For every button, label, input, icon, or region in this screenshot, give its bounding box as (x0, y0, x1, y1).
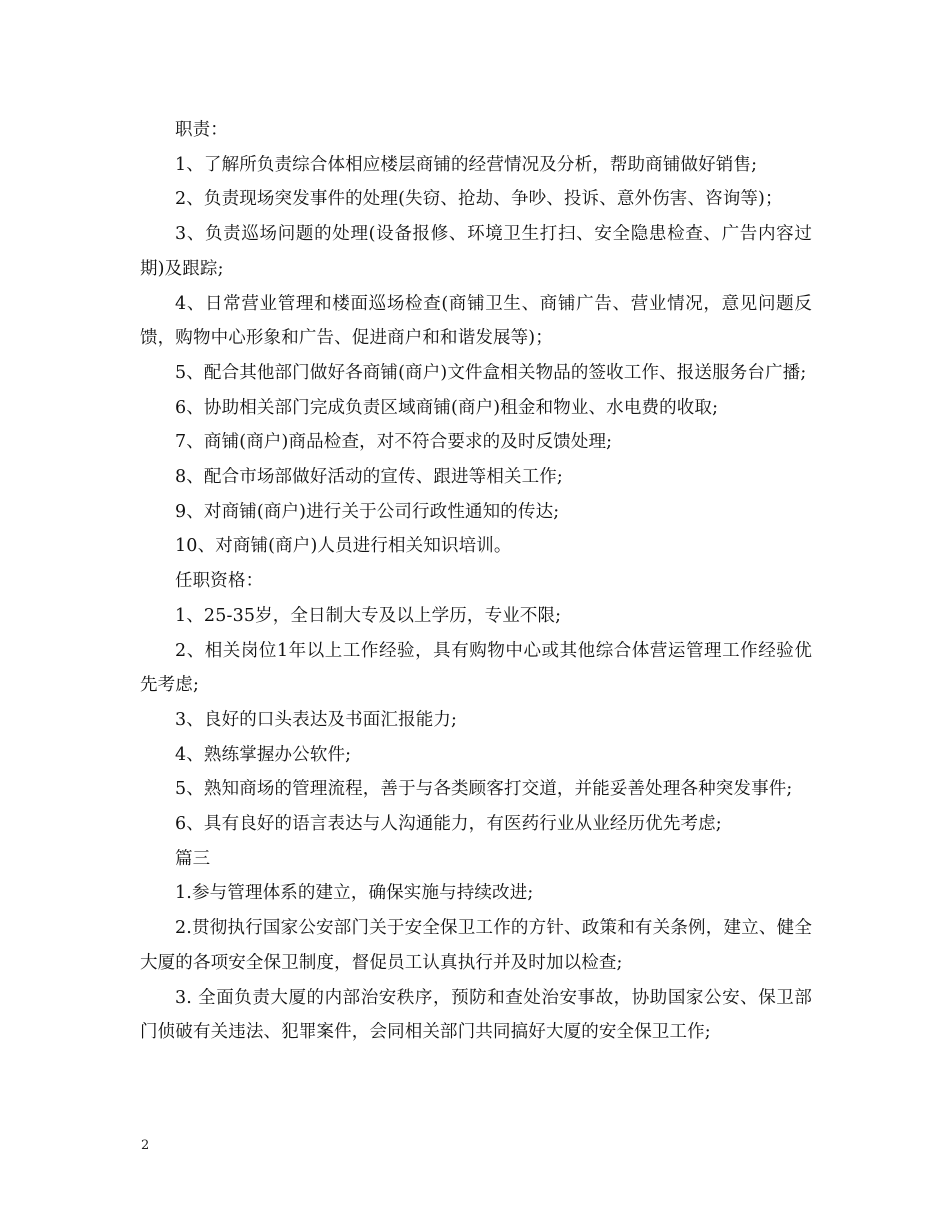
document-body (140, 113, 812, 1050)
duty-item-1: 1、了解所负责综合体相应楼层商铺的经营情况及分析，帮助商铺做好销售; (175, 154, 758, 175)
duty-item-4: 4、日常营业管理和楼面巡场检查(商铺卫生、商铺广告、营业情况，意见问题反馈，购物中心形象和广告、促进商户和和谐发展等)； (140, 293, 812, 349)
part-three-item-1: 1.参与管理体系的建立，确保实施与持续改进; (175, 883, 534, 904)
duty-item-5: 5、配合其他部门做好各商铺(商户)文件盒相关物品的签收工作、报送服务台广播; (175, 362, 807, 383)
duty-item-3: 3、负责巡场问题的处理(设备报修、环境卫生打扫、安全隐患检查、广告内容过期)及跟踪; (140, 224, 812, 279)
section-heading-qualifications: 任职资格： (175, 571, 264, 592)
part-three-item-2: 2.贯彻执行国家公安部门关于安全保卫工作的方针、政策和有关条例，建立、健全大厦的各项安全保卫制度，督促员工认真执行并及时加以检查; (140, 918, 812, 973)
duty-item-7: 7、商铺(商户)商品检查，对不符合要求的及时反馈处理; (175, 432, 613, 453)
qualification-item-3: 3、良好的口头表达及书面汇报能力; (175, 709, 458, 730)
page-number: 2 (141, 1138, 150, 1153)
duty-item-10: 10、对商铺(商户)人员进行相关知识培训。 (175, 536, 512, 557)
duty-item-9: 9、对商铺(商户)进行关于公司行政性通知的传达; (175, 501, 560, 522)
part-three-item-3: 3. 全面负责大厦的内部治安秩序，预防和查处治安事故，协助国家公安、保卫部门侦破有关违法、犯罪案件，会同相关部门共同搞好大厦的安全保卫工作; (140, 987, 812, 1043)
qualification-item-6: 6、具有良好的语言表达与人沟通能力，有医药行业从业经历优先考虑; (175, 814, 722, 835)
qualification-item-1: 1、25-35岁，全日制大专及以上学历，专业不限; (175, 605, 562, 626)
duty-item-8: 8、配合市场部做好活动的宣传、跟进等相关工作; (175, 467, 563, 488)
qualification-item-4: 4、熟练掌握办公软件; (175, 744, 352, 765)
qualification-item-5: 5、熟知商场的管理流程，善于与各类顾客打交道，并能妥善处理各种突发事件; (175, 779, 793, 800)
duty-item-2: 2、负责现场突发事件的处理(失窃、抢劫、争吵、投诉、意外伤害、咨询等)； (175, 189, 783, 210)
duty-item-6: 6、协助相关部门完成负责区域商铺(商户)租金和物业、水电费的收取; (175, 397, 719, 418)
qualification-item-2: 2、相关岗位1年以上工作经验，具有购物中心或其他综合体营运管理工作经验优先考虑; (140, 640, 812, 696)
section-heading-part-three: 篇三 (175, 848, 211, 869)
section-heading-duties: 职责： (175, 120, 228, 140)
